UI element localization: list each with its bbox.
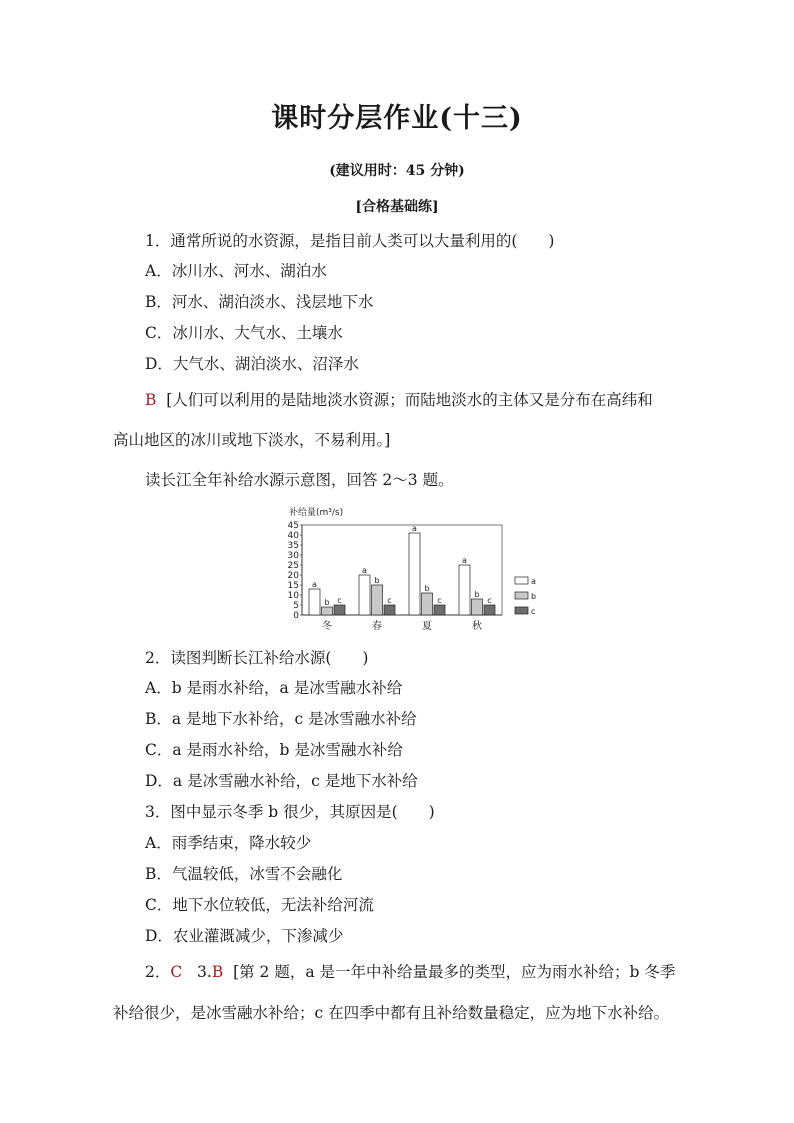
answer-2-3-explain-2: 补给很少，是冰雪融水补给；c 在四季中都有且补给数量稳定，应为地下水补给。 <box>113 1004 670 1022</box>
y-axis-label: 补给量(m³/s) <box>289 508 344 518</box>
y-tick-label: 0 <box>293 611 299 621</box>
y-tick-label: 25 <box>287 561 299 571</box>
water-supply-chart <box>280 505 550 635</box>
legend-label-c: c <box>531 607 536 616</box>
bar-label-a: a <box>412 524 417 533</box>
bar-label-c: c <box>437 596 442 605</box>
question-3-option-b: B．气温较低，冰雪不会融化 <box>145 865 343 883</box>
bar-a <box>459 565 470 615</box>
section-heading: [合格基础练] <box>355 199 439 215</box>
bar-label-b: b <box>374 576 380 585</box>
question-1-option-c: C．冰川水、大气水、土壤水 <box>145 324 343 342</box>
question-3-stem: 3．图中显示冬季 b 很少，其原因是( ) <box>145 803 435 821</box>
question-2-option-c: C．a 是雨水补给，b 是冰雪融水补给 <box>145 741 403 759</box>
y-tick-label: 45 <box>287 521 299 531</box>
x-tick-label: 冬 <box>322 621 332 632</box>
bar-b <box>322 607 333 615</box>
bar-c <box>384 605 395 615</box>
y-tick-label: 30 <box>287 551 299 561</box>
bar-label-c: c <box>387 596 392 605</box>
question-2-stem: 2．读图判断长江补给水源( ) <box>145 649 369 667</box>
question-2-option-b: B．a 是地下水补给，c 是冰雪融水补给 <box>145 710 417 728</box>
question-1-option-b: B．河水、湖泊淡水、浅层地下水 <box>145 293 374 311</box>
bar-a <box>359 575 370 615</box>
bar-label-b: b <box>474 590 480 599</box>
x-tick-label: 秋 <box>472 621 482 632</box>
time-hint: (建议用时：45 分钟) <box>329 163 465 179</box>
bar-label-b: b <box>324 598 330 607</box>
y-tick-label: 35 <box>287 541 299 551</box>
answer-3-number: 3. <box>197 963 212 981</box>
answer-1 <box>145 388 653 410</box>
answer-1-letter: B <box>145 391 157 409</box>
question-3-option-c: C．地下水位较低，无法补给河流 <box>145 896 374 914</box>
bar-label-a: a <box>462 556 467 565</box>
legend-swatch-c <box>515 607 528 614</box>
y-tick-label: 40 <box>287 531 299 541</box>
question-1-stem: 1．通常所说的水资源，是指目前人类可以大量利用的( ) <box>145 232 555 250</box>
answer-prefix: 2． <box>145 963 171 981</box>
bar-b <box>422 593 433 615</box>
question-3-option-a: A．雨季结束，降水较少 <box>145 834 312 852</box>
legend-swatch-b <box>515 592 528 599</box>
y-tick-label: 20 <box>287 571 299 581</box>
answer-3-letter: B <box>211 963 224 981</box>
answer-2-3-explain-1: [第 2 题，a 是一年中补给量最多的类型，应为雨水补给；b 冬季 <box>233 963 676 981</box>
page-title: 课时分层作业(十三) <box>271 103 523 134</box>
question-3-option-d: D．农业灌溉减少，下渗减少 <box>145 927 344 945</box>
bar-c <box>434 605 445 615</box>
y-tick-label: 5 <box>293 601 299 611</box>
bar-a <box>309 589 320 615</box>
bar-b <box>372 585 383 615</box>
answer-1-explain-2: 高山地区的冰川或地下淡水，不易利用。] <box>113 431 391 449</box>
question-2-option-a: A．b 是雨水补给，a 是冰雪融水补给 <box>145 679 403 697</box>
bar-label-a: a <box>362 566 367 575</box>
legend-label-a: a <box>531 577 536 586</box>
bar-label-a: a <box>312 580 317 589</box>
x-tick-label: 夏 <box>422 621 432 632</box>
question-1-option-d: D．大气水、湖泊淡水、沼泽水 <box>145 355 359 373</box>
question-2-option-d: D．a 是冰雪融水补给，c 是地下水补给 <box>145 772 418 790</box>
bar-a <box>409 533 420 615</box>
legend-swatch-a <box>515 577 528 584</box>
bar-b <box>472 599 483 615</box>
bar-label-c: c <box>337 596 342 605</box>
answer-2-3 <box>145 960 675 982</box>
answer-2-letter: C <box>170 963 183 981</box>
bar-c <box>484 605 495 615</box>
legend-label-b: b <box>531 592 537 601</box>
y-tick-label: 15 <box>287 581 299 591</box>
y-tick-label: 10 <box>287 591 299 601</box>
bar-label-b: b <box>424 584 430 593</box>
answer-1-explain-1: [人们可以利用的是陆地淡水资源；而陆地淡水的主体又是分布在高纬和 <box>166 391 653 409</box>
bar-label-c: c <box>487 596 492 605</box>
question-1-option-a: A．冰川水、河水、湖泊水 <box>145 262 327 280</box>
intro-text: 读长江全年补给水源示意图，回答 2～3 题。 <box>145 471 454 489</box>
bar-c <box>334 605 345 615</box>
x-tick-label: 春 <box>372 621 382 632</box>
